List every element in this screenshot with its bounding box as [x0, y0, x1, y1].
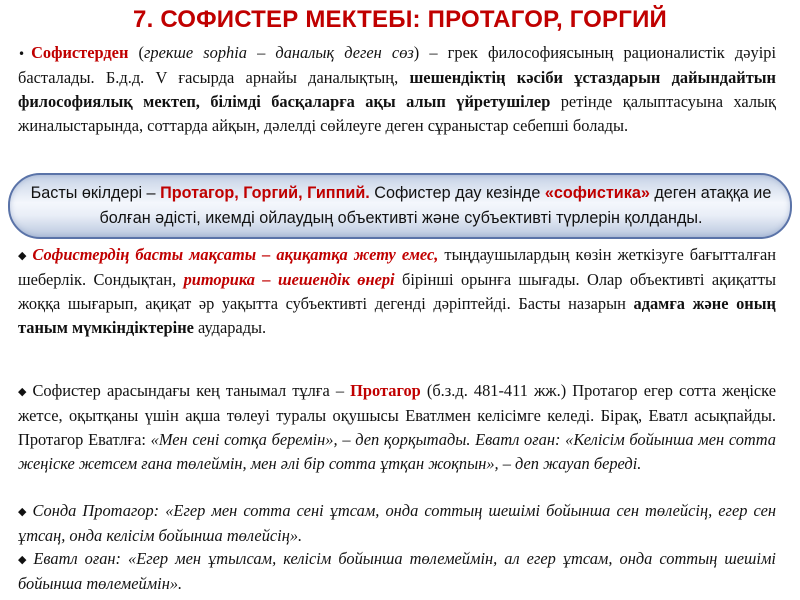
dialogue-text: Сонда Протагор: «Егер мен сотта сені ұтсам, онда соттың шешімі бойынша сен төлейсің, егер сен ұтсаң, онда келісім бойынша төлейсің». [18, 501, 776, 545]
diamond-bullet-icon: ◆ [18, 505, 29, 518]
emphasis-text: шешендіктің кәсіби ұстаздарын дайындайтын философиялық мектеп, білімді басқаларға ақы алып үйретушілер [18, 68, 776, 111]
text-span: тыңдаушылардың көзін жеткізуге бағытталған шеберлік. Сондықтан, [18, 245, 776, 289]
dialogue-text: Еватл оған: «Егер мен ұтылсам, келісім бойынша төлемеймін, ал егер ұтсам, онда соттың шешімі бойынша төлемеймін». [18, 549, 776, 593]
greek-note: грекше sophia – даналық деген сөз [143, 43, 414, 62]
diamond-bullet-icon: ◆ [18, 249, 29, 262]
goal-text: Софистердің басты мақсаты – ақиқатқа жету емес, [32, 245, 439, 264]
rhetoric-text: риторика – шешендік өнері [183, 270, 395, 289]
diamond-bullet-icon: ◆ [18, 385, 29, 398]
diamond-bullet-icon: ◆ [18, 553, 30, 566]
text-span: (б.з.д. 481-411 жж.) Протагор егер сотта жеңіске жетсе, оқытқаны үшін ақша төлеуі туралы оқушысы Еватлмен келісімге келеді. Бірақ, Еватл асықпайды. Протагор Еватлға: [18, 381, 776, 449]
text-span: Софистер дау кезінде [369, 184, 545, 202]
sophistics-term: «софистика» [544, 184, 650, 202]
protagoras-name: Протагор [350, 381, 421, 400]
intro-paragraph [18, 41, 776, 138]
goal-paragraph [18, 243, 776, 340]
emphasis-text: адамға және оның таным мүмкіндіктеріне [18, 294, 776, 337]
text-span: аударады. [193, 318, 267, 337]
dialogue-text: «Мен сені сотқа беремін», – деп қорқытады. Еватл оған: «Келісім бойынша мен сотта жеңіске жетсем ғана төлеймін, мен әлі бір сотта ұтқан жоқпын», – деп жауап береді. [18, 430, 777, 473]
protagoras-paragraph [18, 379, 776, 476]
representatives-names: Протагор, Горгий, Гиппий. [160, 184, 370, 202]
text-span: ( [128, 43, 144, 62]
euathlus-reply-paragraph [18, 547, 776, 596]
text-span: деген атаққа ие болған әдісті, икемді ойлаудың объективті және субъективті түрлерін қолданды. [99, 184, 772, 227]
bullet-icon: • [18, 47, 26, 61]
banner-text [22, 181, 780, 231]
term-sophists: Софистерден [31, 43, 129, 62]
text-span: ретінде қалыптасуына халық жиналыстарында, соттарда айқын, дәлелді сөйлеуге деген сұраныстар себепші болады. [18, 92, 776, 135]
page-title: 7. СОФИСТЕР МЕКТЕБІ: ПРОТАГОР, ГОРГИЙ [133, 6, 667, 33]
representatives-banner [8, 173, 792, 239]
text-span: ) – грек философиясының рационалистік дәуірі басталады. Б.д.д. V ғасырда арнайы даналықтың, [18, 43, 776, 87]
text-span: Софистер арасындағы кең танымал тұлға – [32, 381, 351, 400]
text-span: Басты өкілдері – [30, 184, 161, 202]
text-span: бірінші орынға шығады. Олар объективті ақиқатты жоққа шығарып, ақиқат әр уақытта субъективті дегенді дәріптейді. Басты назарын [18, 270, 777, 313]
protagoras-reply-paragraph [18, 499, 776, 548]
